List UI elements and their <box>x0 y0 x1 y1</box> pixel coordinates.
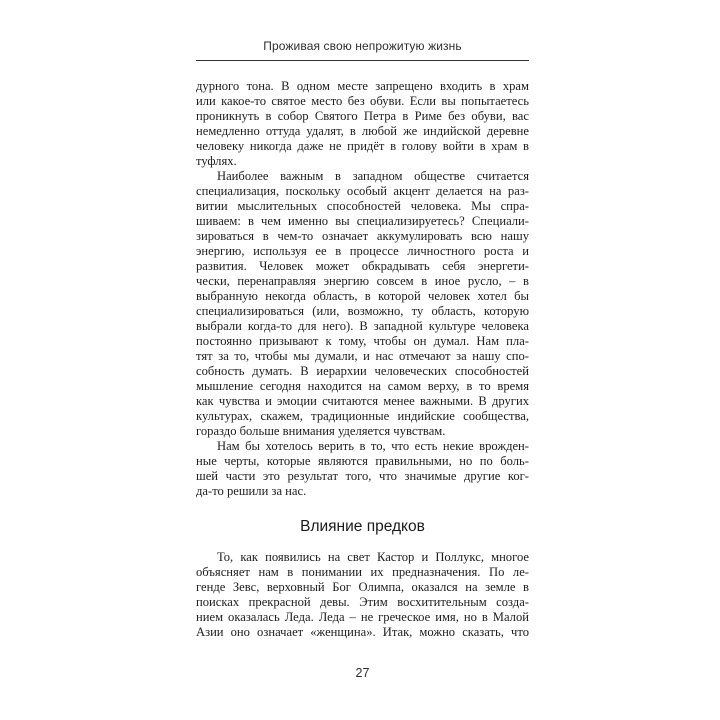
text-line: Нам бы хотелось верить в то, что есть некие врожден- <box>217 439 529 453</box>
text-line: мышление сегодня находится на самом верху, в то время <box>196 379 529 393</box>
text-line: Азии оно означает «женщина». Итак, можно сказать, что <box>196 625 529 639</box>
page-number: 27 <box>355 666 370 680</box>
body-text <box>196 79 529 640</box>
text-line: выбрали когда-то для него). В западной культуре человека <box>196 319 529 333</box>
text-line: да-то решили за нас. <box>196 484 307 498</box>
paragraph <box>196 79 529 169</box>
text-line: чески, перенаправляя энергию совсем в иное русло, – в <box>196 274 529 288</box>
text-line: объясняет нам в понимании их предназначения. По ле- <box>196 565 529 579</box>
text-line: энергию, используя ее в процессе личностного роста и <box>196 244 529 258</box>
text-line: или какое-то святое место без обуви. Если вы попытаетесь <box>196 94 529 108</box>
paragraph <box>196 550 529 640</box>
text-line: развития. Человек может обкрадывать себя энергети- <box>196 259 529 273</box>
text-line: выбранную некогда область, в которой человек хотел бы <box>196 289 529 303</box>
paragraph <box>196 439 529 499</box>
text-line: нием оказалась Леда. Леда – не греческое имя, но в Малой <box>196 610 529 624</box>
text-line: культурах, скажем, традиционные индийские сообщества, <box>196 409 529 423</box>
text-line: проникнуть в собор Святого Петра в Риме без обуви, вас <box>196 109 529 123</box>
text-line: генде Зевс, верховный Бог Олимпа, оказался на земле в <box>196 580 529 594</box>
text-line: поисках прекрасной девы. Этим восхитительным созда- <box>196 595 529 609</box>
text-line: ные черты, которые являются правильными, но по боль- <box>196 454 529 468</box>
text-line: тят за то, чтобы мы думали, и нас отмечают за нашу спо- <box>196 349 529 363</box>
text-line: дурного тона. В одном месте запрещено входить в храм <box>196 79 529 93</box>
running-head: Проживая свою непрожитую жизнь <box>263 39 462 53</box>
text-line: специализация, поскольку особый акцент делается на раз- <box>196 184 529 198</box>
paragraph <box>196 169 529 439</box>
text-line: постоянно призывают к тому, чтобы он думал. Нам пла- <box>196 334 529 348</box>
text-line: человеку никогда даже не придёт в голову войти в храм в <box>196 139 529 153</box>
text-line: Наиболее важным в западном обществе считается <box>217 169 529 183</box>
text-line: как чувства и эмоции считаются менее важными. В других <box>196 394 529 408</box>
text-line: туфлях. <box>196 154 237 168</box>
text-line: собность думать. В иерархии человеческих способностей <box>196 364 529 378</box>
text-line: То, как появились на свет Кастор и Поллукс, многое <box>217 550 529 564</box>
text-line: витии мыслительных способностей человека. Мы спра- <box>196 199 529 213</box>
header-rule <box>196 60 529 61</box>
text-line: шей части это результат того, что значимые другие ког- <box>196 469 529 483</box>
text-line: немедленно оттуда удалят, в любой же индийской деревне <box>196 124 529 138</box>
text-line: шиваем: в чем именно вы специализируетесь? Специали- <box>196 214 529 228</box>
text-line: зироваться в чем-то означает аккумулировать всю нашу <box>196 229 529 243</box>
text-line: гораздо больше внимания уделяется чувствам. <box>196 424 446 438</box>
text-line: специализироваться (или, возможно, ту область, которую <box>196 304 529 318</box>
section-heading: Влияние предков <box>300 518 425 535</box>
